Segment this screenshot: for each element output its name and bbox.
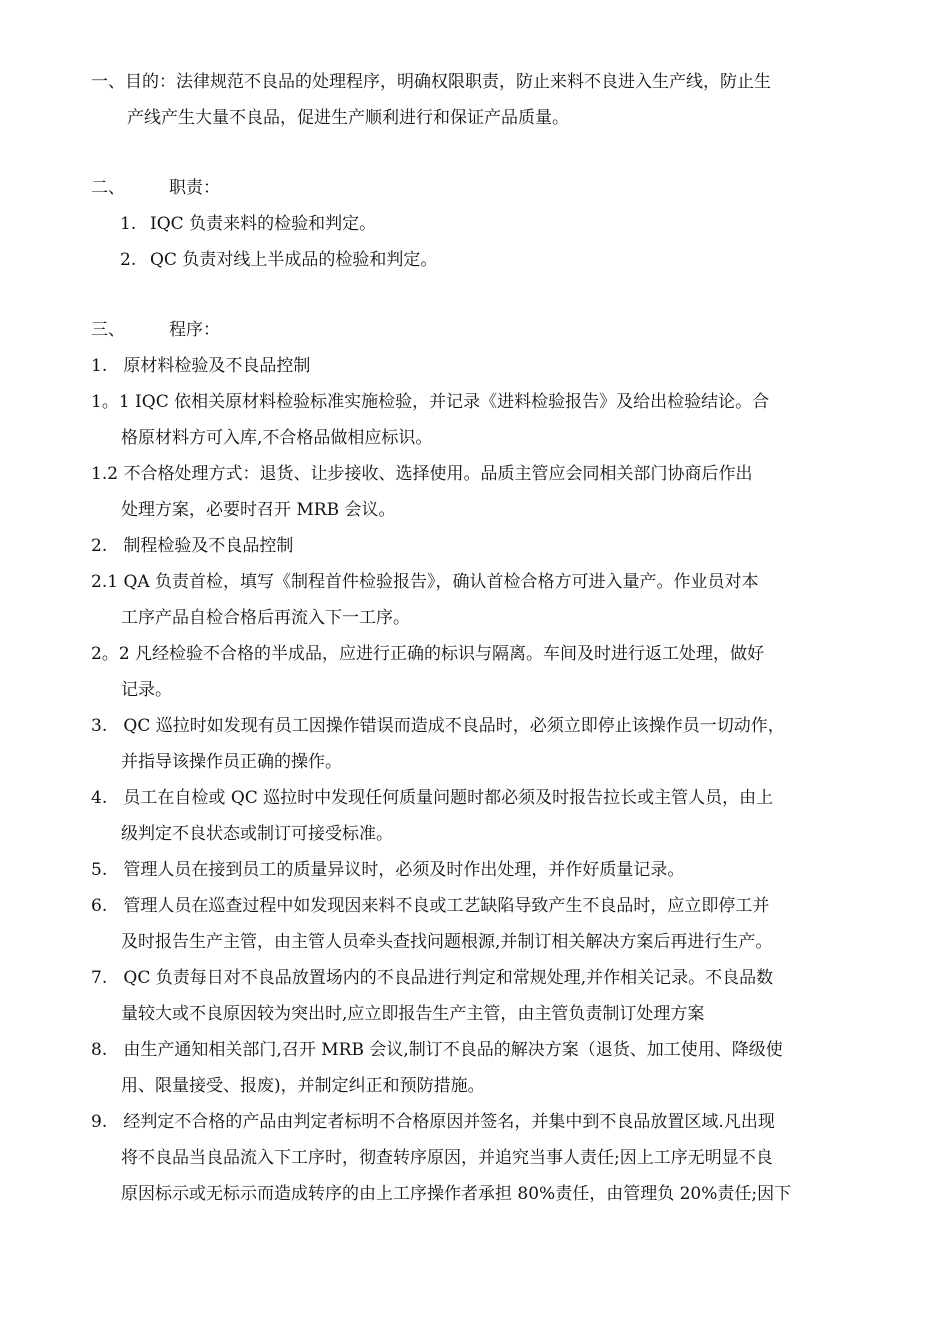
paragraph-line: 原因标示或无标示而造成转序的由上工序操作者承担 80%责任，由管理负 20%责任;因下 [121, 1184, 792, 1204]
paragraph-line: 7. QC 负责每日对不良品放置场内的不良品进行判定和常规处理,并作相关记录。不良品数 [91, 968, 774, 988]
spacer [91, 136, 881, 170]
paragraph-line: 记录。 [121, 680, 172, 700]
paragraph-line: 工序产品自检合格后再流入下一工序。 [121, 608, 410, 628]
spacer [91, 278, 881, 312]
document-body [91, 64, 881, 1212]
list-number: 2. [120, 250, 137, 270]
paragraph-line: 1。1 IQC 依相关原材料检验标准实施检验，并记录《进料检验报告》及给出检验结论。合 [91, 392, 770, 412]
section-2-title: 职责： [169, 178, 220, 198]
paragraph-line: 2. 制程检验及不良品控制 [91, 536, 294, 556]
list-number: 1. [120, 214, 137, 234]
paragraph-line: 1. 原材料检验及不良品控制 [91, 356, 311, 376]
paragraph-line: 2。2 凡经检验不合格的半成品，应进行正确的标识与隔离。车间及时进行返工处理，做好 [91, 644, 765, 664]
paragraph-line: 1.2 不合格处理方式：退货、让步接收、选择使用。品质主管应会同相关部门协商后作出 [91, 464, 753, 484]
paragraph-line: 将不良品当良品流入下工序时，彻查转序原因，并追究当事人责任;因上工序无明显不良 [121, 1148, 773, 1168]
paragraph-line: 格原材料方可入库,不合格品做相应标识。 [121, 428, 433, 448]
section-2-item-1 [91, 206, 881, 242]
section-3-heading [91, 312, 881, 348]
paragraph-line: 处理方案，必要时召开 MRB 会议。 [121, 500, 396, 520]
paragraph-line: 5. 管理人员在接到员工的质量异议时，必须及时作出处理，并作好质量记录。 [91, 860, 685, 880]
section-1-line-2: 产线产生大量不良品，促进生产顺利进行和保证产品质量。 [127, 108, 569, 128]
section-3-title: 程序： [169, 320, 220, 340]
list-text: IQC 负责来料的检验和判定。 [150, 214, 377, 234]
section-1-line-1: 一、目的：法律规范不良品的处理程序，明确权限职责，防止来料不良进入生产线，防止生 [91, 72, 771, 92]
paragraph-line: 6. 管理人员在巡查过程中如发现因来料不良或工艺缺陷导致产生不良品时，应立即停工并 [91, 896, 770, 916]
section-3-number: 三、 [91, 320, 125, 340]
paragraph-line: 3. QC 巡拉时如发现有员工因操作错误而造成不良品时，必须立即停止该操作员一切动作， [91, 716, 785, 736]
section-2-heading [91, 170, 881, 206]
paragraph-line: 4. 员工在自检或 QC 巡拉时中发现任何质量问题时都必须及时报告拉长或主管人员，由上 [91, 788, 774, 808]
paragraph-line: 级判定不良状态或制订可接受标准。 [121, 824, 393, 844]
paragraph-line: 量较大或不良原因较为突出时,应立即报告生产主管，由主管负责制订处理方案 [121, 1004, 705, 1024]
paragraph-line: 并指导该操作员正确的操作。 [121, 752, 342, 772]
list-text: QC 负责对线上半成品的检验和判定。 [150, 250, 438, 270]
paragraph-line: 及时报告生产主管，由主管人员牵头查找问题根源,并制订相关解决方案后再进行生产。 [121, 932, 773, 952]
paragraph-line: 9. 经判定不合格的产品由判定者标明不合格原因并签名，并集中到不良品放置区域.凡出现 [91, 1112, 775, 1132]
paragraph-line: 用、限量接受、报废)，并制定纠正和预防措施。 [121, 1076, 485, 1096]
paragraph-line: 2.1 QA 负责首检，填写《制程首件检验报告》，确认首检合格方可进入量产。作业员对本 [91, 572, 759, 592]
paragraph-line: 8. 由生产通知相关部门,召开 MRB 会议,制订不良品的解决方案（退货、加工使用、降级使 [91, 1040, 783, 1060]
section-2-item-2 [91, 242, 881, 278]
section-2-number: 二、 [91, 178, 125, 198]
